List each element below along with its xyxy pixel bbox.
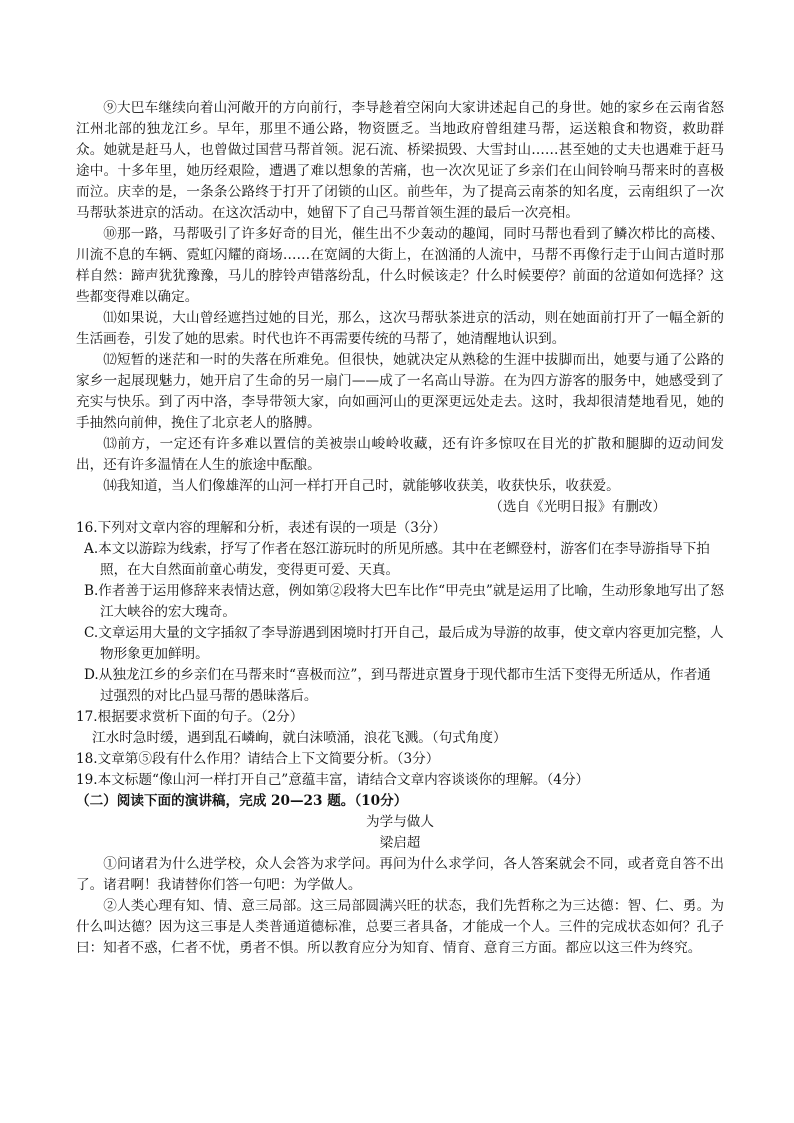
option-a: A.本文以游踪为线索，抒写了作者在怒江游玩时的所见所感。其中在老鳏登村，游客们在李导游指导下拍照，在大自然面前童心萌发，变得更可爱、天真。 (84, 541, 710, 578)
option-d: D.从独龙江乡的乡亲们在马帮来时“喜极而泣”，到马帮进京置身于现代都市生活下变得无所适从，作者通过强烈的对比凸显马帮的愚昧落后。 (84, 667, 711, 704)
question-18: 18.文章第⑤段有什么作用？请结合上下文简要分析。（3分） (76, 751, 440, 767)
paragraph-14: ⒁我知道，当人们像雄浑的山河一样打开自己时，就能够收获美，收获快乐，收获爱。 (103, 478, 620, 494)
speech-paragraph-2: ②人类心理有知、情、意三局部。这三局部圆满兴旺的状态，我们先哲称之为三达德：智、仁、勇。为什么叫达德？因为这三事是人类普通道德标准，总要三者具备，才能成一个人。三件的完成状态如何？孔子曰：知者不惑，仁者不忧，勇者不惧。所以教育应分为知育、情育、意育三方面。都应以这三件为终究。 (76, 898, 724, 956)
source-note: （选自《光明日报》有删改） (489, 499, 666, 515)
passage (76, 98, 724, 518)
speech-author: 梁启超 (379, 835, 421, 851)
section-heading: （二）阅读下面的演讲稿，完成 20—23 题。（10分） (76, 793, 408, 809)
question-16 (76, 518, 724, 707)
question-17-sentence: 江水时急时缓，遇到乱石嶙峋，就白沫喷涌，浪花飞溅。（句式角度） (92, 730, 507, 746)
question-16-stem: 16.下列对文章内容的理解和分析，表述有误的一项是（3分） (76, 520, 447, 536)
speech-paragraph-1: ①问诸君为什么进学校，众人会答为求学问。再问为什么求学问，各人答案就会不同，或者竟自答不出了。诸君啊！我请替你们答一句吧：为学做人。 (76, 856, 724, 893)
question-17-stem: 17.根据要求赏析下面的句子。（2分） (76, 709, 304, 725)
section-2 (76, 791, 724, 959)
paragraph-9: ⑨大巴车继续向着山河敞开的方向前行，李导趁着空闲向大家讲述起自己的身世。她的家乡在云南省怒江州北部的独龙江乡。早年，那里不通公路，物资匮乏。当地政府曾组建马帮，运送粮食和物资，救助群众。她就是赶马人，也曾做过国营马帮首领。泥石流、桥梁损毁、大雪封山……甚至她的丈夫也遇难于赶马途中。十多年里，她历经艰险，遭遇了难以想象的苦痛，也一次次见证了乡亲们在山间铃响马帮来时的喜极而泣。庆幸的是，一条条公路终于打开了闭锁的山区。前些年，为了提高云南茶的知名度，云南组织了一次马帮驮茶进京的活动。在这次活动中，她留下了自己马帮首领生涯的最后一次亮相。 (76, 100, 724, 221)
exam-page (76, 98, 724, 959)
paragraph-11: ⑾如果说，大山曾经遮挡过她的目光，那么，这次马帮驮茶进京的活动，则在她面前打开了一幅全新的生活画卷，引发了她的思索。时代也许不再需要传统的马帮了，她清醒地认识到。 (76, 310, 724, 347)
paragraph-10: ⑩那一路，马帮吸引了许多好奇的目光，催生出不少轰动的趣闻，同时马帮也看到了鳞次栉比的高楼、川流不息的车辆、霓虹闪耀的商场……在宽阔的大街上，在汹涌的人流中，马帮不再像行走于山间古道时那样自然：蹄声犹犹豫豫，马儿的脖铃声错落纷乱，什么时候该走？什么时候要停？前面的岔道如何选择？这些都变得难以确定。 (76, 226, 724, 305)
option-c: C.文章运用大量的文字插叙了李导游遇到困境时打开自己，最后成为导游的故事，使文章内容更加完整，人物形象更加鲜明。 (84, 625, 724, 662)
paragraph-12: ⑿短暂的迷茫和一时的失落在所难免。但很快，她就决定从熟稔的生涯中拔脚而出，她要与通了公路的家乡一起展现魅力，她开启了生命的另一扇门——成了一名高山导游。在为四方游客的服务中，她感受到了充实与快乐。到了丙中洛，李导带领大家，向如画河山的更深更远处走去。这时，我却很清楚地看见，她的手抽然向前伸，挽住了北京老人的胳膊。 (76, 352, 724, 431)
speech-title: 为学与做人 (366, 814, 434, 830)
question-19: 19.本文标题“像山河一样打开自己”意蕴丰富，请结合文章内容谈谈你的理解。（4分） (76, 772, 590, 788)
paragraph-13: ⒀前方，一定还有许多难以置信的美被崇山峻岭收藏，还有许多惊叹在目光的扩散和腿脚的迈动间发出，还有许多温情在人生的旅途中酝酿。 (76, 436, 724, 473)
option-b: B.作者善于运用修辞来表情达意，例如第②段将大巴车比作“甲壳虫”就是运用了比喻，生动形象地写出了怒江大峡谷的宏大瑰奇。 (84, 583, 724, 620)
question-17 (76, 707, 724, 749)
